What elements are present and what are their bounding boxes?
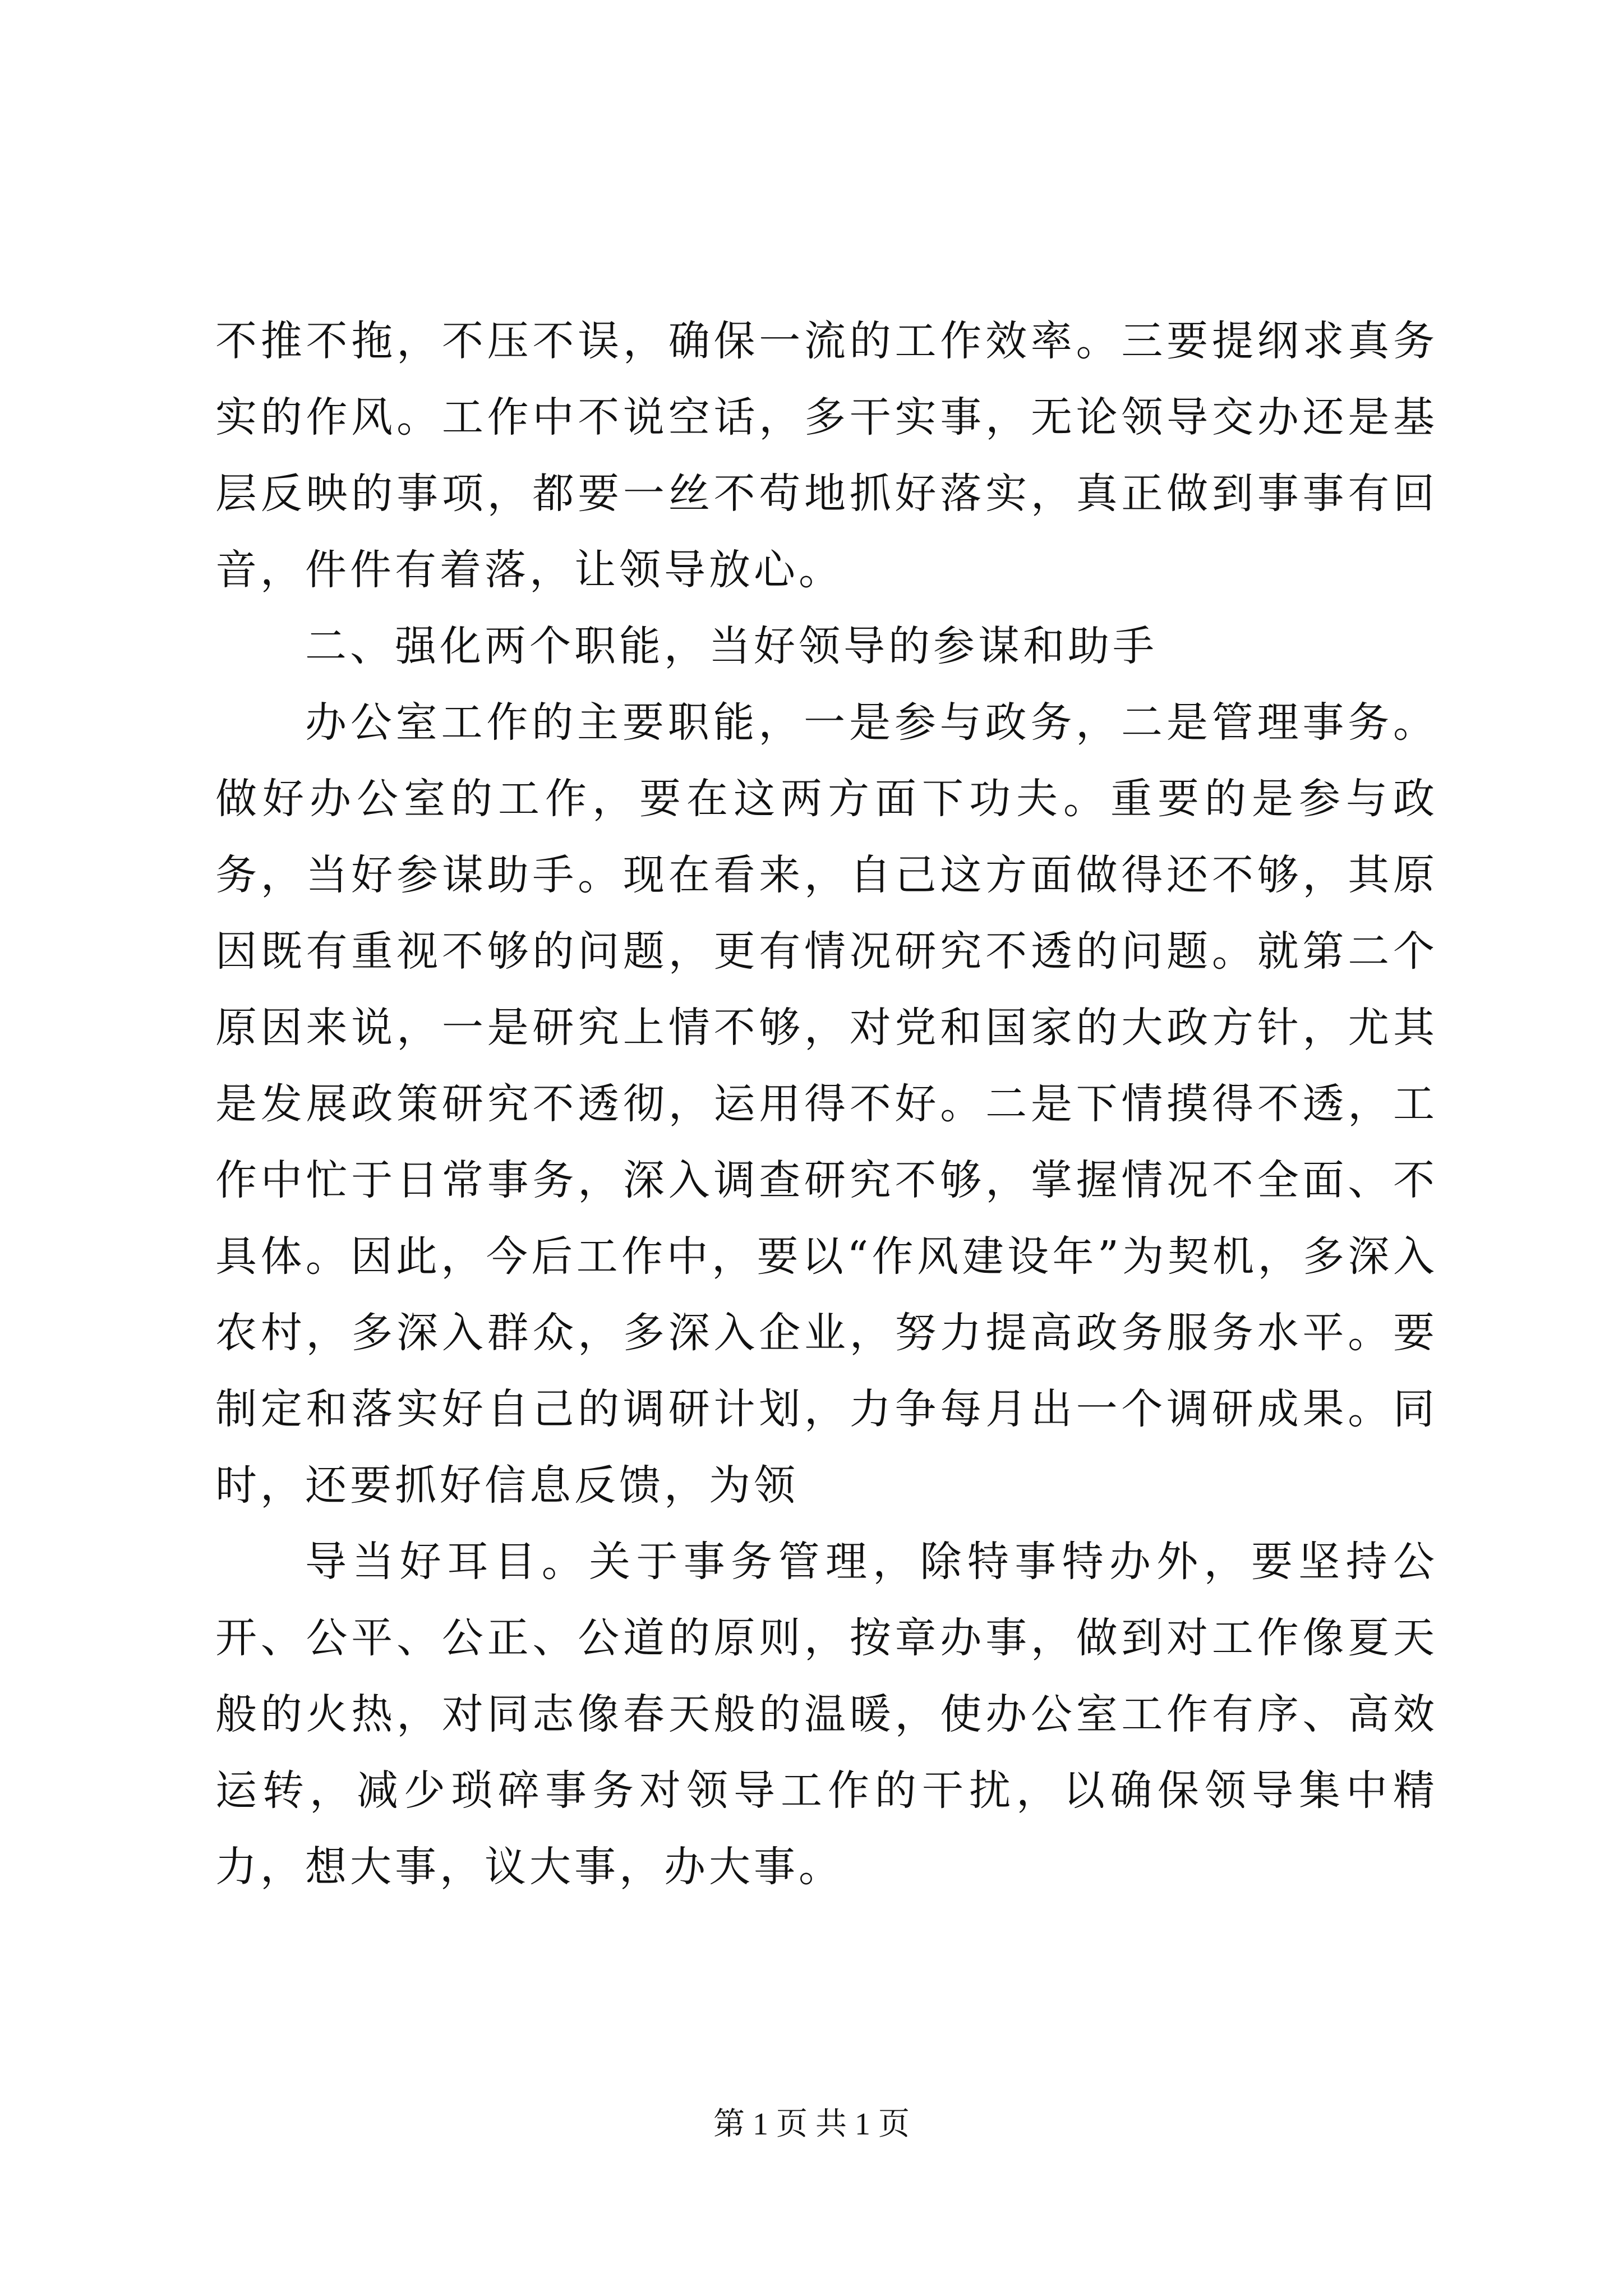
paragraph-continuation: 不推不拖，不压不误，确保一流的工作效率。三要提纲求真务实的作风。工作中不说空话，多干实事，无论领导交办还是基层反映的事项，都要一丝不苟地抓好落实，真正做到事事有回音，件件有着落，让领导放心。 (215, 317, 1438, 594)
section-heading: 二、强化两个职能，当好领导的参谋和助手 (305, 622, 1158, 670)
page-footer: 第 1 页 共 1 页 (713, 2107, 910, 2142)
document-body (215, 303, 1438, 1905)
paragraph-functions: 办公室工作的主要职能，一是参与政务，二是管理事务。做好办公室的工作，要在这两方面下功夫。重要的是参与政务，当好参谋助手。现在看来，自己这方面做得还不够，其原因既有重视不够的问题，更有情况研究不透的问题。就第二个原因来说，一是研究上情不够，对党和国家的大政方针，尤其是发展政策研究不透彻，运用得不好。二是下情摸得不透，工作中忙于日常事务，深入调查研究不够，掌握情况不全面、不具体。因此，今后工作中，要以“作风建设年”为契机，多深入农村，多深入群众，多深入企业，努力提高政务服务水平。要制定和落实好自己的调研计划，力争每月出一个调研成果。同时，还要抓好信息反馈，为领 (215, 698, 1438, 1510)
paragraph-affairs-management: 导当好耳目。关于事务管理，除特事特办外，要坚持公开、公平、公正、公道的原则，按章办事，做到对工作像夏天般的火热，对同志像春天般的温暖，使办公室工作有序、高效运转，减少琐碎事务对领导工作的干扰，以确保领导集中精力，想大事，议大事，办大事。 (215, 1538, 1438, 1891)
